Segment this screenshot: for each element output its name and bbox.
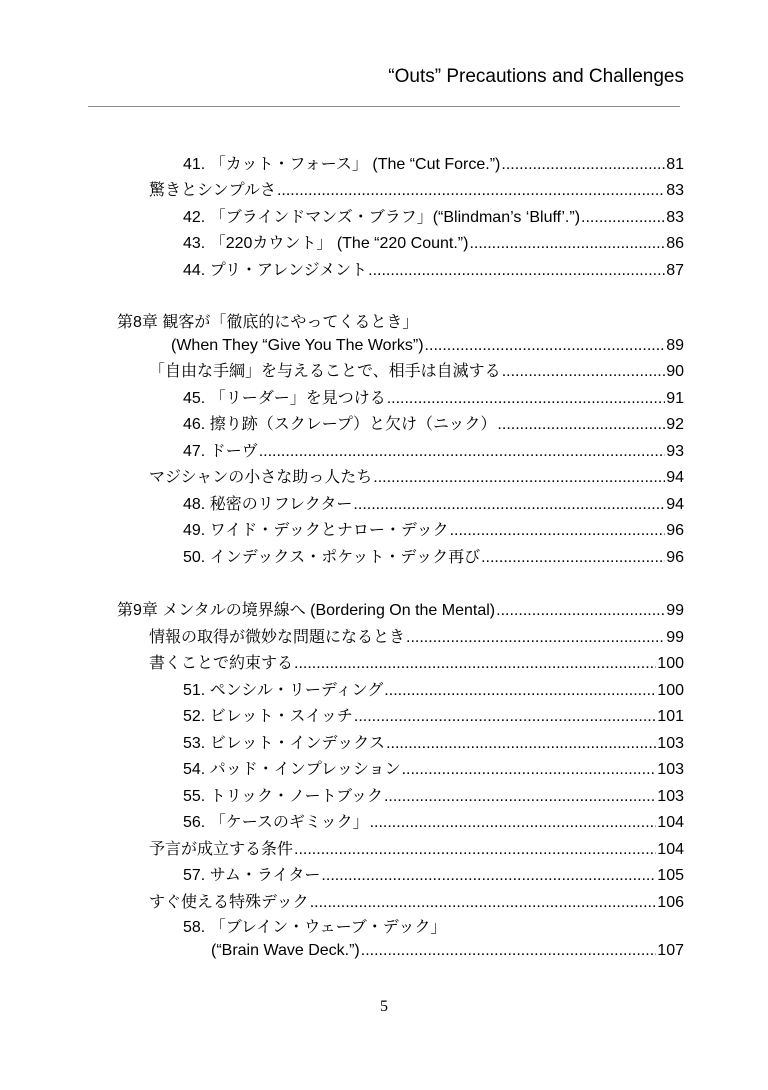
dot-leader <box>501 155 665 175</box>
toc-entry[interactable] <box>183 257 684 281</box>
toc-entry-title: 驚きとシンプルさ <box>149 182 276 199</box>
toc-entry-page: 94 <box>666 469 684 486</box>
toc-entry-page: 100 <box>657 655 684 672</box>
toc-entry-title: 57. サム・ライター <box>183 867 321 884</box>
toc-entry[interactable] <box>183 151 684 175</box>
toc-entry-page: 100 <box>657 682 684 699</box>
toc-entry[interactable] <box>183 517 684 541</box>
toc-entry[interactable] <box>183 385 684 409</box>
toc-entry-title: 47. ドーヴ <box>183 443 258 460</box>
toc-entry-title: 45. 「リーダー」を見つける <box>183 390 386 407</box>
toc-entry-title: すぐ使える特殊デック <box>149 894 309 911</box>
dot-leader <box>259 442 666 462</box>
toc-entry-title: 48. 秘密のリフレクター <box>183 496 353 513</box>
toc-entry-title: 書くことで約束する <box>149 655 294 672</box>
dot-leader <box>373 468 665 488</box>
toc-entry-page: 93 <box>666 443 684 460</box>
toc-entry-title: 50. インデックス・ポケット・デック再び <box>183 549 481 566</box>
chapter-8-subtitle-entry[interactable] <box>171 332 684 356</box>
toc-entry-title: 46. 擦り跡（スクレープ）と欠け（ニック） <box>183 416 497 433</box>
toc-entry-title: マジシャンの小さな助っ人たち <box>149 469 373 486</box>
toc-entry[interactable] <box>183 438 684 462</box>
dot-leader <box>469 234 665 254</box>
toc-entry[interactable] <box>183 677 684 701</box>
dot-leader <box>581 208 665 228</box>
toc-entry-page: 105 <box>657 867 684 884</box>
dot-leader <box>361 941 657 961</box>
dot-leader <box>402 760 657 780</box>
toc-entry[interactable] <box>183 544 684 568</box>
toc-entry[interactable] <box>183 862 684 886</box>
toc-entry-page: 83 <box>666 209 684 226</box>
dot-leader <box>294 654 656 674</box>
dot-leader <box>386 734 656 754</box>
toc-entry[interactable] <box>149 464 684 488</box>
toc-entry-title: 予言が成立する条件 <box>149 841 294 858</box>
toc-entry-page: 86 <box>666 235 684 252</box>
dot-leader <box>370 813 657 833</box>
toc-entry-title: 52. ビレット・スイッチ <box>183 708 353 725</box>
toc-entry-page: 104 <box>657 814 684 831</box>
toc-entry-title: 54. パッド・インプレッション <box>183 761 401 778</box>
dot-leader <box>277 181 665 201</box>
toc-entry-title: 「自由な手綱」を与えることで、相手は自滅する <box>149 363 501 380</box>
toc-entry[interactable] <box>183 756 684 780</box>
dot-leader <box>481 548 665 568</box>
dot-leader <box>368 261 665 281</box>
toc-entry[interactable] <box>149 836 684 860</box>
toc-entry-page: 104 <box>657 841 684 858</box>
toc-entry[interactable] <box>183 204 684 228</box>
page-number: 5 <box>380 998 388 1015</box>
toc-entry[interactable] <box>149 624 684 648</box>
dot-leader <box>406 628 665 648</box>
toc-entry[interactable] <box>149 177 684 201</box>
dot-leader <box>387 389 666 409</box>
toc-entry-title: 49. ワイド・デックとナロー・デック <box>183 522 449 539</box>
toc-entry[interactable] <box>183 411 684 435</box>
dot-leader <box>496 601 665 621</box>
dot-leader <box>384 787 656 807</box>
toc-entry-page: 103 <box>657 735 684 752</box>
dot-leader <box>353 495 665 515</box>
chapter-8-title[interactable]: 第8章 観客が「徹底的にやってくるとき」 <box>117 314 419 331</box>
toc-entry-page: 107 <box>657 942 684 959</box>
toc-entry[interactable] <box>183 809 684 833</box>
chapter-9-title: 第9章 メンタルの境界線へ (Bordering On the Mental) <box>117 602 496 619</box>
toc-entry-title: 56. 「ケースのギミック」 <box>183 814 369 831</box>
toc-entry-title: 情報の取得が微妙な問題になるとき <box>149 629 406 646</box>
toc-entry-page: 87 <box>666 262 684 279</box>
toc-entry-page: 101 <box>657 708 684 725</box>
toc-entry-page: 89 <box>666 337 684 354</box>
page-header-title: “Outs” Precautions and Challenges <box>388 66 684 87</box>
toc-entry-title: 44. プリ・アレンジメント <box>183 262 368 279</box>
toc-entry-page: 81 <box>666 156 684 173</box>
dot-leader <box>384 681 656 701</box>
toc-entry-title: 51. ペンシル・リーディング <box>183 682 384 699</box>
toc-entry[interactable] <box>183 783 684 807</box>
toc-entry-page: 96 <box>666 549 684 566</box>
toc-entry-title: 53. ビレット・インデックス <box>183 735 386 752</box>
toc-entry-page: 103 <box>657 761 684 778</box>
toc-entry[interactable] <box>183 230 684 254</box>
toc-entry-title[interactable]: 58. 「ブレイン・ウェーブ・デック」 <box>183 919 447 936</box>
chapter-9-title-entry[interactable] <box>117 597 684 621</box>
toc-entry-page: 99 <box>666 602 684 619</box>
toc-entry-title: 41. 「カット・フォース」 (The “Cut Force.”) <box>183 156 501 173</box>
dot-leader <box>310 893 657 913</box>
toc-entry-page: 83 <box>666 182 684 199</box>
dot-leader <box>294 840 656 860</box>
dot-leader <box>425 336 666 356</box>
toc-entry-page: 99 <box>666 629 684 646</box>
toc-entry[interactable] <box>183 703 684 727</box>
chapter-8-subtitle: (When They “Give You The Works”) <box>171 337 424 354</box>
dot-leader <box>321 866 656 886</box>
toc-entry-page: 90 <box>666 363 684 380</box>
toc-entry[interactable] <box>183 491 684 515</box>
toc-entry[interactable] <box>149 889 684 913</box>
dot-leader <box>502 362 666 382</box>
toc-entry[interactable] <box>211 937 684 961</box>
dot-leader <box>450 521 666 541</box>
toc-entry-page: 91 <box>666 390 684 407</box>
toc-entry[interactable] <box>149 358 684 382</box>
toc-entry-page: 92 <box>666 416 684 433</box>
toc-entry-page: 94 <box>666 496 684 513</box>
toc-entry[interactable] <box>183 730 684 754</box>
toc-entry-page: 96 <box>666 522 684 539</box>
toc-entry-page: 106 <box>657 894 684 911</box>
toc-entry[interactable] <box>149 650 684 674</box>
toc-entry-page: 103 <box>657 788 684 805</box>
toc-entry-title: 43. 「220カウント」 (The “220 Count.”) <box>183 235 469 252</box>
toc-entry-title: 42. 「ブラインドマンズ・ブラフ」(“Blindman’s ‘Bluff’.”) <box>183 209 581 226</box>
dot-leader <box>354 707 656 727</box>
toc-entry-subtitle: (“Brain Wave Deck.”) <box>211 942 360 959</box>
toc-entry-title: 55. トリック・ノートブック <box>183 788 383 805</box>
dot-leader <box>497 415 665 435</box>
